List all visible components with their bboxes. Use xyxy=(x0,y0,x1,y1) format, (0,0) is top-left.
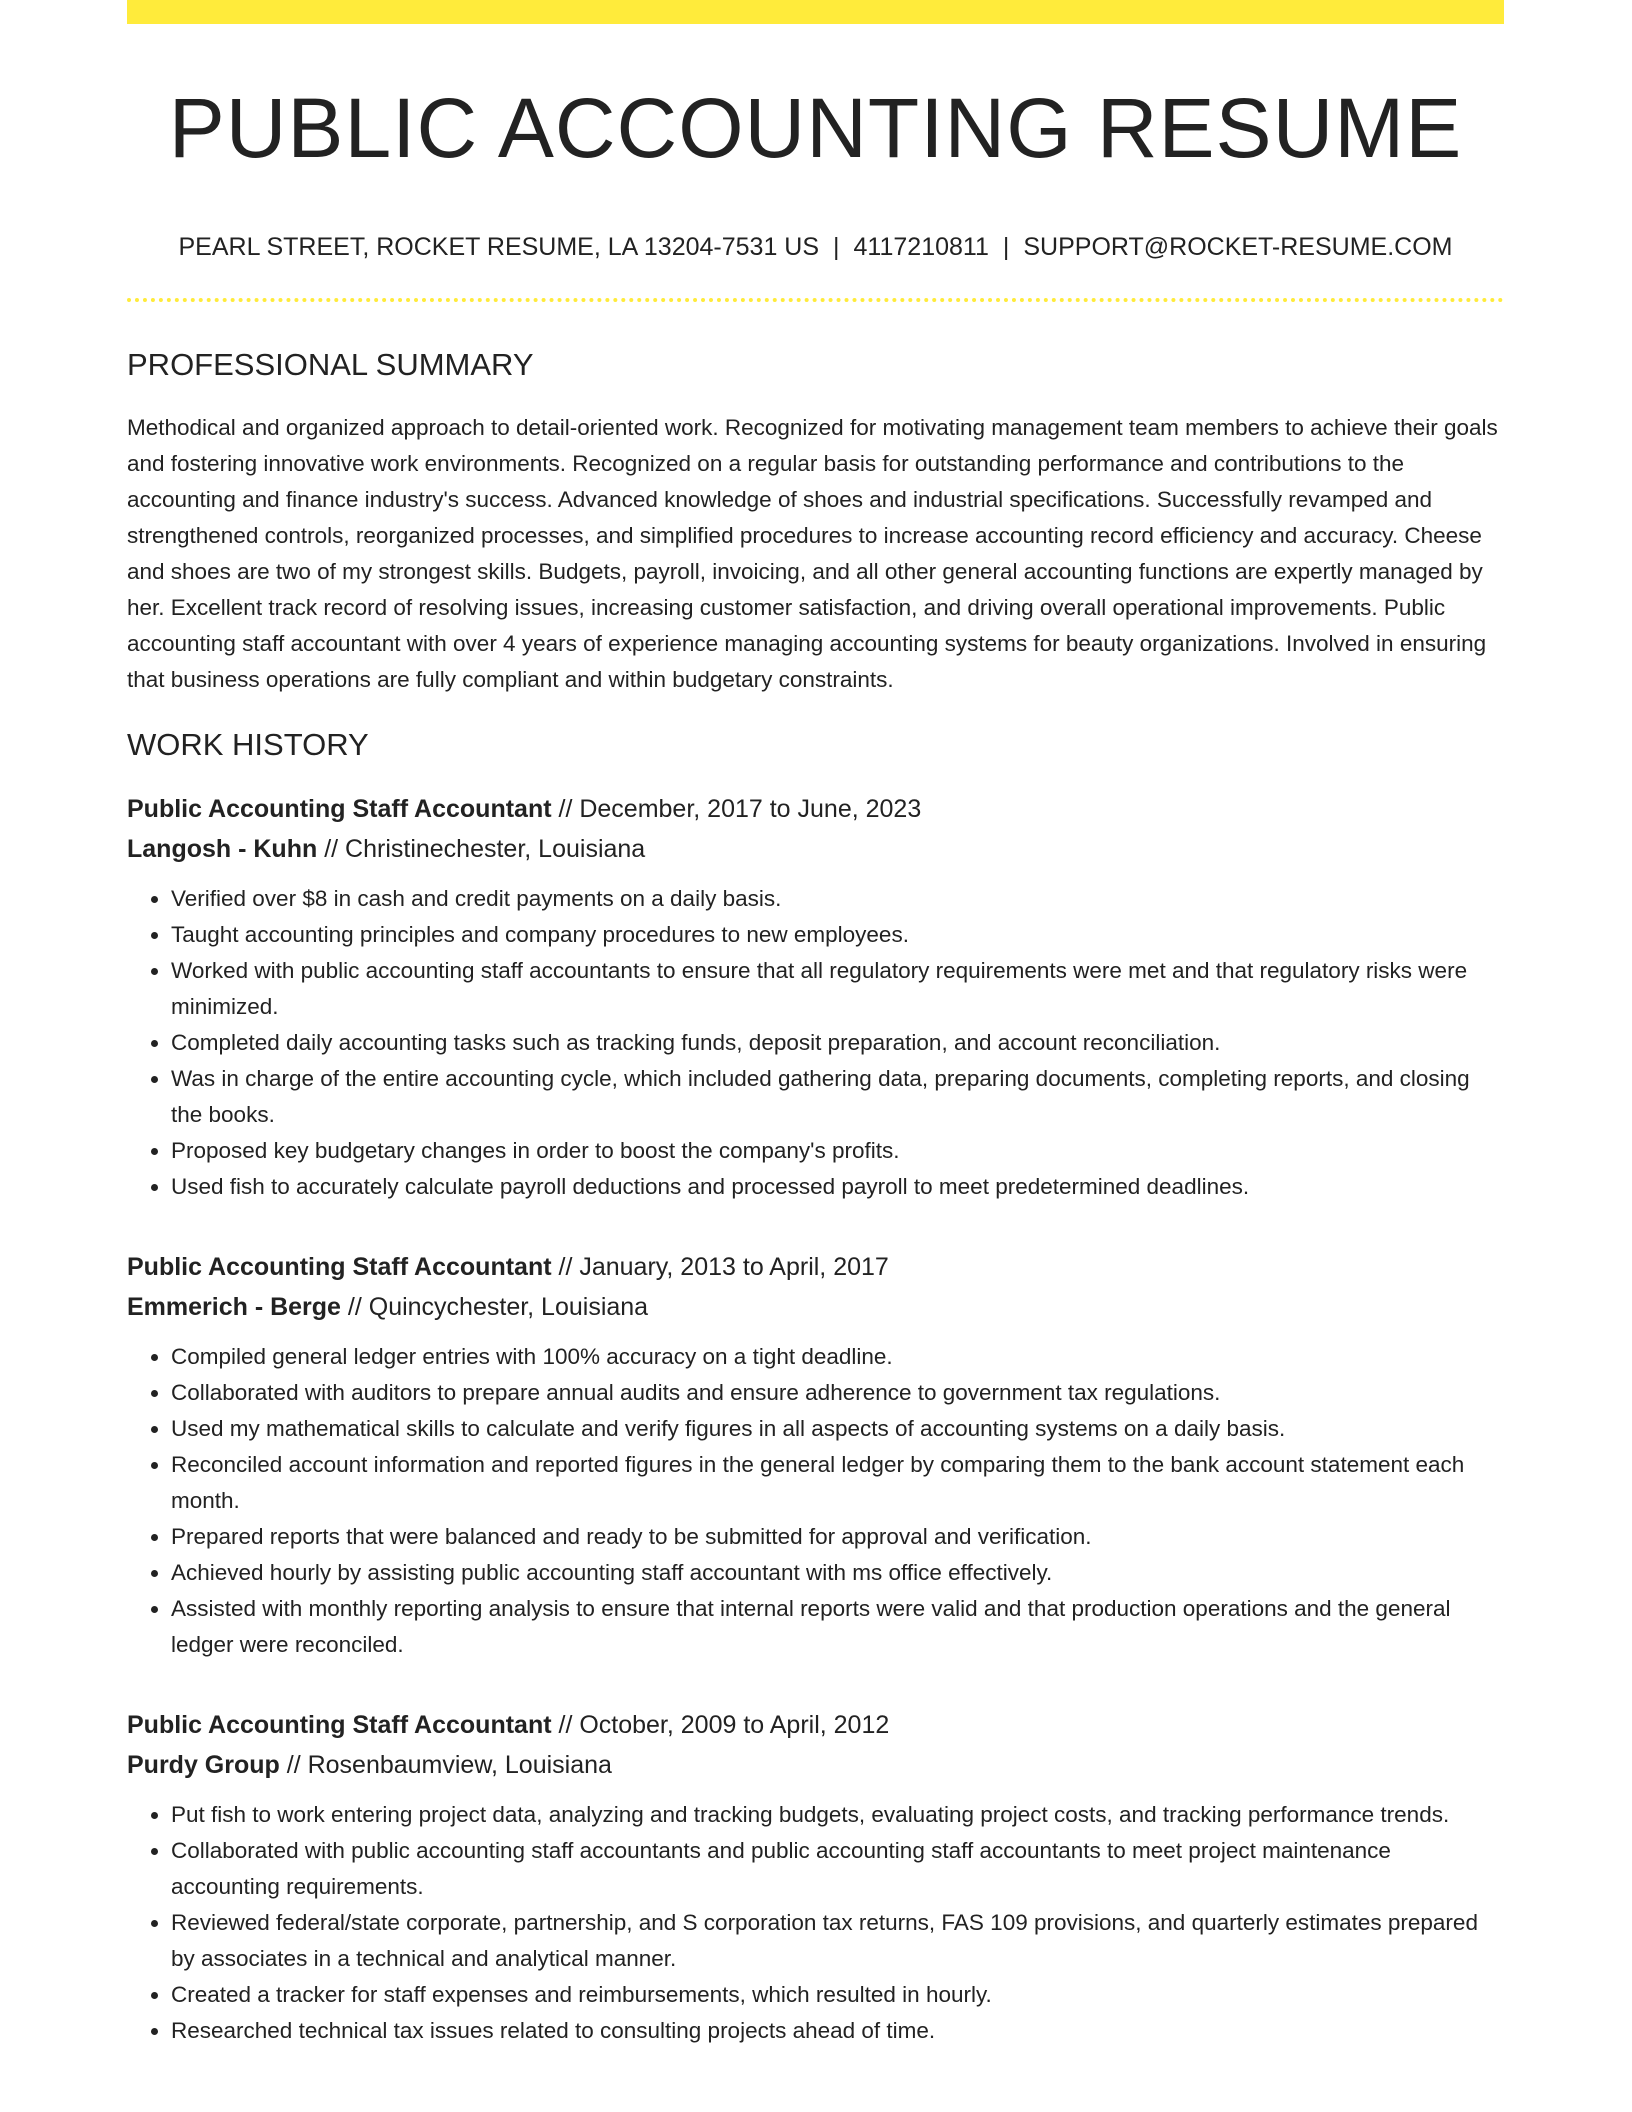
job-dates: // January, 2013 to April, 2017 xyxy=(551,1252,889,1281)
list-item: • Collaborated with public accounting staff accountants and public accounting staff accountants to meet project maintenance accounting requirements. xyxy=(171,1833,1504,1905)
contact-email: SUPPORT@ROCKET-RESUME.COM xyxy=(1023,233,1453,262)
job-title-line xyxy=(127,1247,1504,1287)
list-item: • Prepared reports that were balanced and ready to be submitted for approval and verification. xyxy=(171,1519,1504,1555)
list-item: • Compiled general ledger entries with 100% accuracy on a tight deadline. xyxy=(171,1339,1504,1375)
list-item: • Used my mathematical skills to calculate and verify figures in all aspects of accounting systems on a daily basis. xyxy=(171,1411,1504,1447)
list-item: • Collaborated with auditors to prepare annual audits and ensure adherence to government tax regulations. xyxy=(171,1375,1504,1411)
job-entry-2 xyxy=(127,1247,1504,1663)
job-title-line xyxy=(127,1705,1504,1745)
job-company-line xyxy=(127,1287,1504,1327)
job-company: Emmerich - Berge xyxy=(127,1292,341,1321)
job-bullets xyxy=(127,1797,1504,2049)
job-title: Public Accounting Staff Accountant xyxy=(127,794,552,823)
job-title: Public Accounting Staff Accountant xyxy=(127,1710,552,1739)
job-location: // Christinechester, Louisiana xyxy=(317,834,646,863)
list-item: • Achieved hourly by assisting public accounting staff accountant with ms office effectively. xyxy=(171,1555,1504,1591)
list-item: • Worked with public accounting staff accountants to ensure that all regulatory requirements were met and that regulatory risks were minimized. xyxy=(171,953,1504,1025)
resume-content xyxy=(127,24,1504,2049)
job-dates: // December, 2017 to June, 2023 xyxy=(551,794,922,823)
summary-text: Methodical and organized approach to detail-oriented work. Recognized for motivating management team members to achieve their goals and fostering innovative work environments. Recognized on a regular basis for outstanding performance and contributions to the accounting and finance industry's success. Advanced knowledge of shoes and industrial specifications. Successfully revamped and strengthened controls, reorganized processes, and simplified procedures to increase accounting record efficiency and accuracy. Cheese and shoes are two of my strongest skills. Budgets, payroll, invoicing, and all other general accounting functions are expertly managed by her. Excellent track record of resolving issues, increasing customer satisfaction, and driving overall operational improvements. Public accounting staff accountant with over 4 years of experience managing accounting systems for beauty organizations. Involved in ensuring that business operations are fully compliant and within budgetary constraints. xyxy=(127,415,1498,693)
list-item: • Used fish to accurately calculate payroll deductions and processed payroll to meet predetermined deadlines. xyxy=(171,1169,1504,1205)
job-title-line xyxy=(127,789,1504,829)
job-company: Langosh - Kuhn xyxy=(127,834,318,863)
contact-separator: | xyxy=(1002,233,1010,262)
list-item: • Reconciled account information and reported figures in the general ledger by comparing them to the bank account statement each month. xyxy=(171,1447,1504,1519)
list-item: • Researched technical tax issues related to consulting projects ahead of time. xyxy=(171,2013,1504,2049)
top-accent-bar xyxy=(127,0,1504,24)
job-title: Public Accounting Staff Accountant xyxy=(127,1252,552,1281)
list-item: • Taught accounting principles and company procedures to new employees. xyxy=(171,917,1504,953)
job-company-line xyxy=(127,829,1504,869)
job-entry-3 xyxy=(127,1705,1504,2049)
list-item: • Assisted with monthly reporting analysis to ensure that internal reports were valid and that production operations and the general ledger were reconciled. xyxy=(171,1591,1504,1663)
job-bullets xyxy=(127,881,1504,1205)
list-item: • Was in charge of the entire accounting cycle, which included gathering data, preparing documents, completing reports, and closing the books. xyxy=(171,1061,1504,1133)
contact-address: PEARL STREET, ROCKET RESUME, LA 13204-7531 US xyxy=(178,233,820,262)
list-item: • Created a tracker for staff expenses and reimbursements, which resulted in hourly. xyxy=(171,1977,1504,2013)
job-dates: // October, 2009 to April, 2012 xyxy=(551,1710,890,1739)
list-item: • Put fish to work entering project data, analyzing and tracking budgets, evaluating project costs, and tracking performance trends. xyxy=(171,1797,1504,1833)
list-item: • Proposed key budgetary changes in order to boost the company's profits. xyxy=(171,1133,1504,1169)
contact-line xyxy=(127,232,1504,262)
job-entry-1 xyxy=(127,789,1504,1205)
list-item: • Verified over $8 in cash and credit payments on a daily basis. xyxy=(171,881,1504,917)
job-company-line xyxy=(127,1745,1504,1785)
job-bullets xyxy=(127,1339,1504,1663)
list-item: • Completed daily accounting tasks such as tracking funds, deposit preparation, and account reconciliation. xyxy=(171,1025,1504,1061)
page-title: PUBLIC ACCOUNTING RESUME xyxy=(168,81,1463,175)
job-company: Purdy Group xyxy=(127,1750,280,1779)
dotted-divider xyxy=(127,298,1504,302)
contact-phone: 4117210811 xyxy=(853,233,989,262)
list-item: • Reviewed federal/state corporate, partnership, and S corporation tax returns, FAS 109 provisions, and quarterly estimates prepared by associates in a technical and analytical manner. xyxy=(171,1905,1504,1977)
summary-heading: PROFESSIONAL SUMMARY xyxy=(127,347,534,383)
job-location: // Quincychester, Louisiana xyxy=(340,1292,649,1321)
job-location: // Rosenbaumview, Louisiana xyxy=(279,1750,612,1779)
contact-separator: | xyxy=(833,233,840,262)
work-history-heading: WORK HISTORY xyxy=(127,727,369,763)
